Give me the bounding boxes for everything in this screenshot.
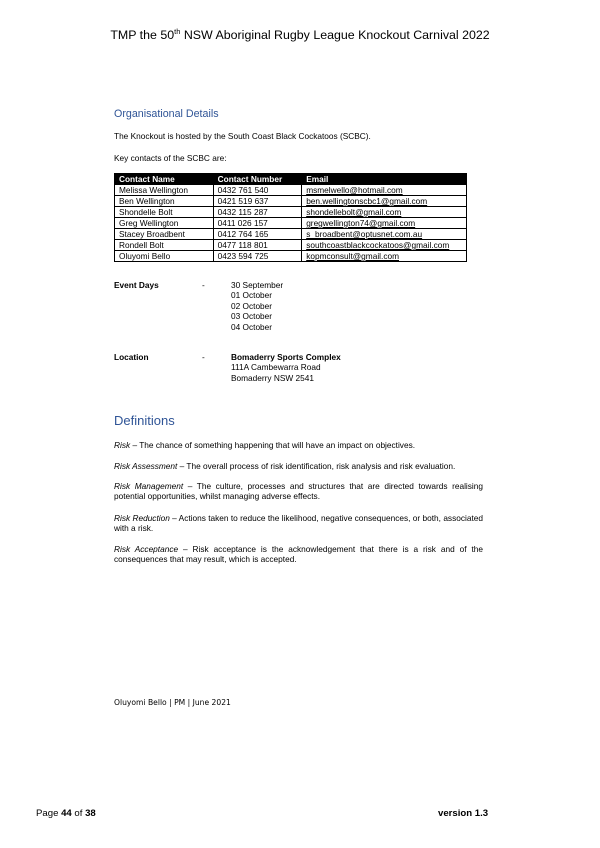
location-label: Location bbox=[114, 352, 149, 362]
version-label: version 1.3 bbox=[438, 808, 489, 819]
definition-risk-assessment bbox=[114, 461, 483, 471]
definition-term: Risk bbox=[114, 440, 131, 450]
email-link[interactable]: ben.wellingtonscbc1@gmail.com bbox=[302, 196, 467, 207]
host-intro-text: The Knockout is hosted by the South Coast Black Cockatoos (SCBC). bbox=[114, 131, 371, 141]
definition-term: Risk Management bbox=[114, 481, 184, 491]
email-link[interactable]: s_broadbent@optusnet.com.au bbox=[302, 229, 467, 240]
contact-name-cell: Oluyomi Bello bbox=[115, 251, 214, 262]
definition-risk-acceptance bbox=[114, 544, 483, 565]
table-row bbox=[115, 196, 467, 207]
contact-number-cell: 0432 115 287 bbox=[213, 207, 302, 218]
email-link[interactable]: kopmconsult@gmail.com bbox=[302, 251, 467, 262]
event-day-item: 30 September bbox=[231, 280, 284, 290]
event-days-label: Event Days bbox=[114, 280, 159, 290]
definition-term: Risk Acceptance bbox=[114, 544, 179, 554]
author-footer: Oluyomi Bello | PM | June 2021 bbox=[114, 698, 231, 707]
table-row bbox=[115, 229, 467, 240]
location-address-line1: 111A Cambewarra Road bbox=[231, 362, 321, 373]
column-header-email: Email bbox=[302, 174, 467, 185]
email-link[interactable]: southcoastblackcockatoos@gmail.com bbox=[302, 240, 467, 251]
contact-number-cell: 0421 519 637 bbox=[213, 196, 302, 207]
document-header-title: TMP the 50th NSW Aboriginal Rugby League Knockout Carnival 2022 bbox=[110, 27, 490, 42]
definition-text: – Risk acceptance is the acknowledgement that there is a risk and of the consequences that may result, which is accepted. bbox=[114, 544, 483, 565]
contact-name-cell: Melissa Wellington bbox=[115, 185, 214, 196]
definition-text: – Actions taken to reduce the likelihood, negative consequences, or both, associated with a risk. bbox=[114, 513, 483, 534]
event-days-list bbox=[231, 280, 283, 332]
definition-text: – The overall process of risk identification, risk analysis and risk evaluation. bbox=[177, 461, 456, 471]
contact-number-cell: 0477 118 801 bbox=[213, 240, 302, 251]
key-contacts-table bbox=[114, 173, 467, 262]
table-row bbox=[115, 251, 467, 262]
table-row bbox=[115, 218, 467, 229]
page-number: Page 44 of 38 bbox=[36, 808, 96, 819]
contact-name-cell: Stacey Broadbent bbox=[115, 229, 214, 240]
definition-risk bbox=[114, 440, 483, 450]
location-address-line2: Bomaderry NSW 2541 bbox=[231, 372, 315, 383]
table-row bbox=[115, 240, 467, 251]
email-link[interactable]: shondellebolt@gmail.com bbox=[302, 207, 467, 218]
contact-number-cell: 0423 594 725 bbox=[213, 251, 302, 262]
location-details bbox=[231, 352, 341, 383]
event-days-dash: - bbox=[202, 280, 205, 290]
definition-text: – The chance of something happening that will have an impact on objectives. bbox=[130, 440, 416, 450]
organisational-details-heading: Organisational Details bbox=[114, 108, 219, 120]
contact-name-cell: Ben Wellington bbox=[115, 196, 214, 207]
email-link[interactable]: gregwellington74@gmail.com bbox=[302, 218, 467, 229]
contact-number-cell: 0432 761 540 bbox=[213, 185, 302, 196]
contact-number-cell: 0411 026 157 bbox=[213, 218, 302, 229]
page-total: 38 bbox=[85, 808, 96, 819]
definition-risk-management bbox=[114, 481, 483, 502]
location-name: Bomaderry Sports Complex bbox=[231, 352, 341, 362]
event-day-item: 02 October bbox=[231, 300, 273, 311]
contacts-intro-text: Key contacts of the SCBC are: bbox=[114, 153, 227, 163]
table-header-row bbox=[115, 174, 467, 185]
contact-name-cell: Shondelle Bolt bbox=[115, 207, 214, 218]
page-current: 44 bbox=[61, 808, 72, 819]
column-header-contact-number: Contact Number bbox=[213, 174, 302, 185]
definition-term: Risk Assessment bbox=[114, 461, 178, 471]
definition-term: Risk Reduction bbox=[114, 513, 170, 523]
contact-name-cell: Greg Wellington bbox=[115, 218, 214, 229]
location-dash: - bbox=[202, 352, 205, 362]
definition-text: – The culture, processes and structures that are directed towards realising potential opportunities, whilst managing adverse effects. bbox=[114, 481, 483, 502]
definitions-heading: Definitions bbox=[114, 413, 175, 428]
contact-name-cell: Rondell Bolt bbox=[115, 240, 214, 251]
table-row bbox=[115, 207, 467, 218]
event-day-item: 04 October bbox=[231, 321, 273, 332]
contact-number-cell: 0412 764 165 bbox=[213, 229, 302, 240]
email-link[interactable]: msmelwello@hotmail.com bbox=[302, 185, 467, 196]
definition-risk-reduction bbox=[114, 513, 483, 534]
table-row bbox=[115, 185, 467, 196]
event-day-item: 01 October bbox=[231, 290, 273, 301]
event-day-item: 03 October bbox=[231, 311, 273, 322]
column-header-contact-name: Contact Name bbox=[115, 174, 214, 185]
